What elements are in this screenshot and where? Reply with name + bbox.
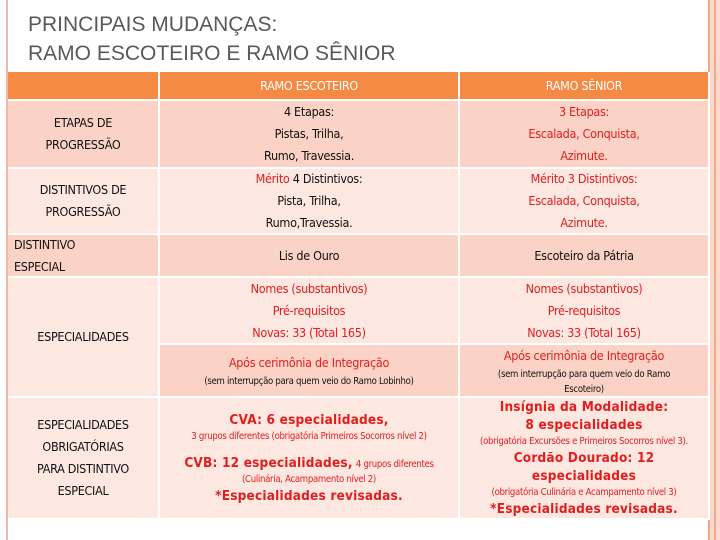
label-text: ESPECIALIDADES [37,417,129,432]
label-obrigatorias [8,398,160,520]
note: 4 grupos diferentes [355,459,434,470]
note: (obrigatória Excursões e Primeiros Socorros nível 3). [480,436,688,447]
text: CVB: 12 especialidades, [184,455,353,471]
text: Azimute. [560,148,608,163]
header-ramo-senior: RAMO SÊNIOR [460,72,710,101]
text: Pré-requisitos [547,302,621,318]
senior-especial: Escoteiro da Pátria [460,235,710,278]
text [256,168,363,190]
title-line-2: RAMO ESCOTEIRO E RAMO SÊNIOR [28,42,396,65]
label-distintivos [8,169,160,235]
label-distintivo-especial [8,235,160,278]
text: Nomes (substantivos) [525,280,643,296]
escoteiro-integracao [160,345,460,398]
text: 3 Etapas: [558,104,610,119]
label-text: DISTINTIVO [14,236,76,252]
escoteiro-obrigatorias [160,398,460,520]
label-text: PARA DISTINTIVO [37,461,129,476]
note: (obrigatória Culinária e Acampamento nível 3) [491,487,677,498]
note: (sem interrupção para quem veio do Ramo Escoteiro) [497,368,671,395]
slide-border-left [0,0,8,540]
label-text: OBRIGATÓRIAS [42,439,124,454]
label-text: DISTINTIVOS DE [39,182,127,197]
text: Após cerimônia de Integração [228,355,390,370]
text: Mérito 3 Distintivos: [530,171,638,186]
text: CVA: 6 especialidades, [229,412,389,428]
text [184,454,433,472]
header-empty [8,72,160,101]
label-text: ESPECIAL [57,483,109,498]
label-text: PROGRESSÃO [45,204,121,219]
text: Pré-requisitos [272,302,346,318]
escoteiro-especialidades [160,278,460,345]
title-line-1: PRINCIPAIS MUDANÇAS: [28,13,278,36]
text: Novas: 33 (Total 165) [252,324,366,340]
senior-especialidades [460,278,710,345]
label-etapas [8,101,160,169]
note: (sem interrupção para quem veio do Ramo Lobinho) [204,376,414,387]
text: 4 Etapas: [283,104,335,119]
text: Rumo,Travessia. [265,215,353,230]
label-text: ETAPAS DE [53,115,113,130]
text: Nomes (substantivos) [250,280,368,296]
label-especialidades: ESPECIALIDADES [8,278,160,398]
slide-title [28,10,396,68]
text: *Especialidades revisadas. [490,501,678,517]
text: Novas: 33 (Total 165) [527,324,641,340]
merito-text: Mérito [255,171,290,186]
escoteiro-especial: Lis de Ouro [160,235,460,278]
text: Insígnia da Modalidade: [499,399,669,415]
text: Escalada, Conquista, [528,126,640,141]
text: Rumo, Travessia. [264,148,354,163]
label-text: PROGRESSÃO [45,137,121,152]
text: Pistas, Trilha, [274,126,344,141]
text: Após cerimônia de Integração [503,347,665,363]
text: Cordão Dourado: 12 especialidades [513,450,655,484]
text: Azimute. [560,215,608,230]
escoteiro-distintivos [160,169,460,235]
escoteiro-etapas [160,101,460,169]
text: Pista, Trilha, [277,193,341,208]
text: *Especialidades revisadas. [215,488,403,504]
senior-obrigatorias [460,398,710,520]
header-ramo-escoteiro: RAMO ESCOTEIRO [160,72,460,101]
note: (Culinária, Acampamento nível 2) [242,474,376,485]
senior-distintivos [460,169,710,235]
senior-integracao [460,345,710,398]
senior-etapas [460,101,710,169]
note: 3 grupos diferentes (obrigatória Primeiros Socorros nível 2) [191,431,427,442]
label-text: ESPECIAL [14,258,65,274]
text: Escalada, Conquista, [528,193,640,208]
text: 8 especialidades [525,417,643,433]
text: 4 Distintivos: [292,171,363,186]
